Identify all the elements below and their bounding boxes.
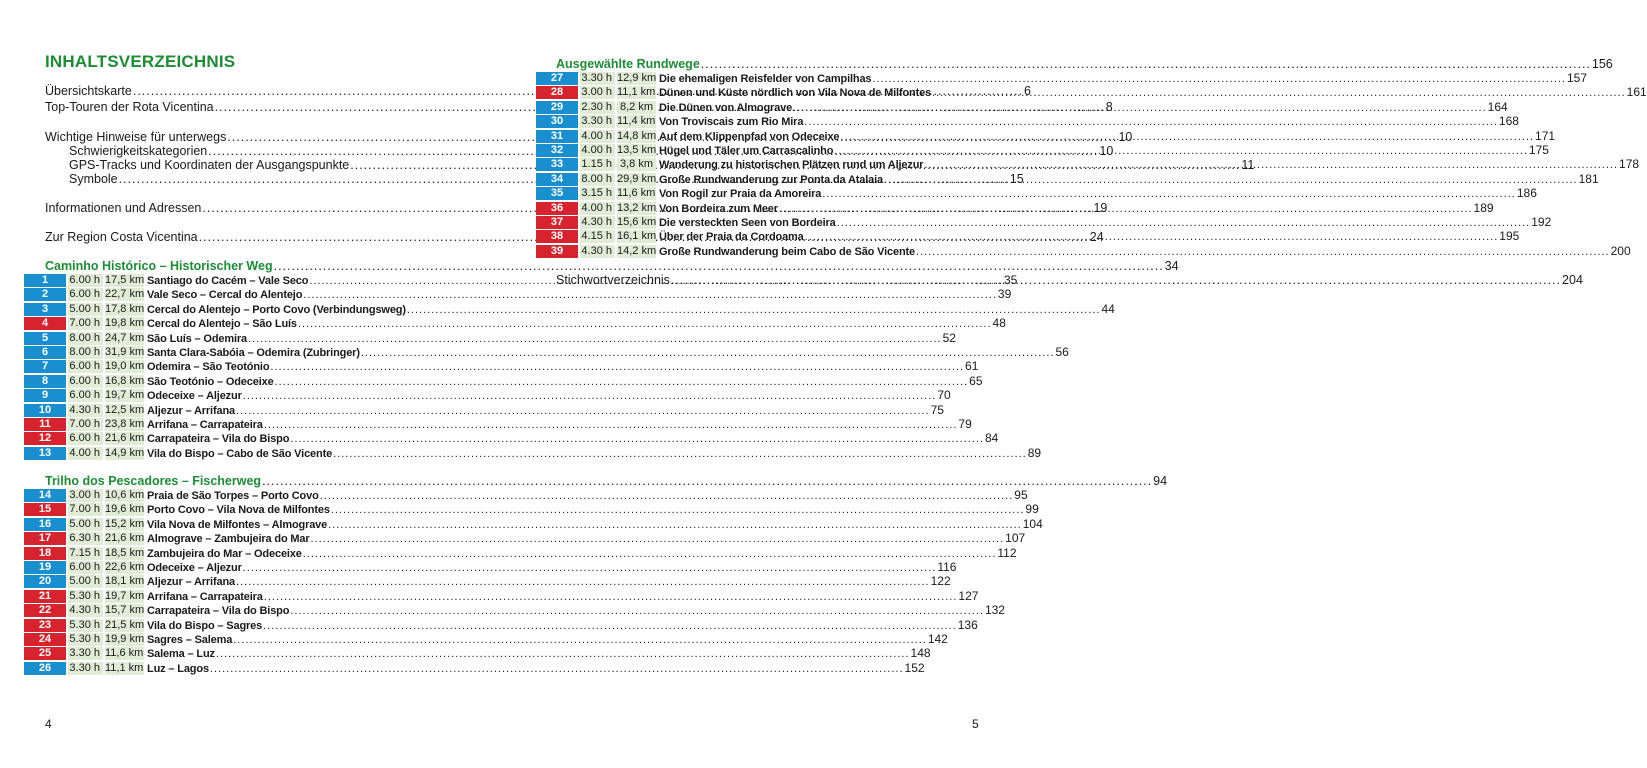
route-row[interactable]	[536, 157, 1640, 172]
route-distance: 17,5 km	[105, 274, 145, 286]
route-name: Carrapateira – Vila do Bispo	[147, 605, 290, 618]
route-row[interactable]	[24, 301, 1115, 316]
route-distance: 18,1 km	[105, 575, 145, 588]
route-distance: 16,1 km	[617, 230, 657, 243]
route-page: 44	[1101, 301, 1115, 316]
route-duration: 8.00 h	[66, 332, 103, 345]
route-duration: 6.00 h	[66, 561, 103, 574]
route-duration: 2.30 h	[578, 101, 615, 114]
route-row[interactable]	[536, 85, 1647, 100]
route-name: Auf dem Klippenpfad von Odeceixe	[659, 130, 840, 143]
route-page: 56	[1055, 345, 1069, 359]
route-name: Vila do Bispo – Sagres	[147, 619, 263, 632]
route-number-badge: 19	[24, 561, 66, 574]
route-number-badge: 24	[24, 633, 66, 646]
route-row[interactable]	[24, 646, 931, 661]
route-duration: 4.30 h	[66, 604, 103, 617]
route-title-line	[659, 245, 1631, 258]
route-distance: 18,5 km	[105, 546, 145, 559]
route-distance: 21,6 km	[105, 532, 145, 545]
route-page: 164	[1487, 99, 1508, 114]
route-duration: 5.00 h	[66, 518, 103, 531]
route-distance: 22,7 km	[105, 288, 145, 301]
route-number-badge: 29	[536, 101, 578, 114]
route-number-badge: 11	[24, 418, 66, 431]
route-title-line	[659, 173, 1599, 186]
route-row[interactable]	[24, 660, 925, 675]
route-title-line	[659, 230, 1519, 243]
route-page: 189	[1473, 200, 1494, 215]
section-heading[interactable]	[45, 259, 1179, 273]
route-distance: 15,2 km	[105, 517, 145, 530]
route-name: Porto Covo – Vila Nova de Milfontes	[147, 504, 330, 517]
route-name: Große Rundwanderung zur Ponta da Atalaia	[659, 173, 884, 186]
route-duration: 5.30 h	[66, 590, 103, 603]
route-duration: 8.00 h	[578, 173, 615, 186]
route-title-line	[659, 187, 1537, 200]
route-distance: 15,6 km	[617, 216, 657, 228]
route-number-badge: 1	[24, 274, 66, 287]
route-duration: 6.30 h	[66, 532, 103, 545]
route-row[interactable]	[24, 488, 1028, 502]
route-distance: 11,6 km	[105, 647, 144, 660]
page-number: 4	[45, 717, 52, 731]
route-number-badge: 14	[24, 489, 66, 502]
route-duration: 5.30 h	[66, 633, 103, 646]
toc-entry-text: Stichwortverzeichnis	[556, 273, 670, 287]
route-row[interactable]	[24, 603, 1005, 618]
route-duration: 3.30 h	[578, 115, 615, 128]
route-row[interactable]	[24, 330, 956, 345]
toc-entry-text: Symbole	[69, 172, 118, 186]
route-duration: 4.00 h	[578, 130, 615, 143]
route-number-badge: 15	[24, 503, 66, 516]
route-number-badge: 22	[24, 604, 66, 617]
route-row[interactable]	[24, 632, 948, 646]
route-page: 70	[937, 388, 951, 403]
route-page: 104	[1022, 516, 1043, 531]
route-duration: 6.00 h	[66, 389, 103, 402]
route-title-line	[659, 202, 1494, 215]
route-name: Arrifana – Carrapateira	[147, 590, 263, 603]
toc-entry-page: 24	[1089, 230, 1104, 244]
dot-leader	[671, 273, 1561, 287]
route-page: 200	[1610, 243, 1631, 258]
route-row[interactable]	[24, 402, 944, 417]
route-name: Vale Seco – Cercal do Alentejo	[147, 289, 303, 302]
route-duration: 4.00 h	[66, 447, 103, 460]
route-name: Salema – Luz	[147, 648, 215, 661]
route-number-badge: 21	[24, 590, 66, 603]
route-page: 195	[1499, 229, 1520, 244]
route-name: Über der Praia da Cordoama	[659, 231, 804, 244]
route-page: 148	[910, 646, 931, 661]
route-page: 61	[965, 359, 979, 374]
route-duration: 3.30 h	[578, 72, 615, 85]
route-distance: 19,9 km	[105, 633, 145, 645]
route-number-badge: 6	[24, 346, 66, 359]
dot-leader	[837, 217, 1531, 230]
route-page: 178	[1619, 157, 1640, 172]
dot-leader	[804, 116, 1498, 129]
route-duration: 7.00 h	[66, 503, 103, 516]
route-duration: 3.30 h	[66, 662, 103, 675]
route-title-line	[659, 101, 1508, 114]
toc-entry-text: Informationen und Adressen	[45, 201, 202, 215]
route-name: Von Rogil zur Praia da Amoreira	[659, 188, 822, 201]
route-duration: 5.00 h	[66, 303, 103, 316]
toc-entry-page: 19	[1093, 201, 1108, 215]
route-page: 181	[1578, 171, 1599, 186]
section-title: Trilho dos Pescadores – Fischerweg	[45, 474, 262, 488]
route-row[interactable]	[24, 431, 999, 446]
route-row[interactable]	[24, 359, 979, 374]
route-page: 39	[997, 287, 1012, 302]
section-page: 34	[1164, 259, 1179, 273]
toc-entry-text: GPS-Tracks und Koordinaten der Ausgangspunkte	[69, 158, 350, 172]
route-name: Santa Clara-Sabóia – Odemira (Zubringer)	[147, 347, 360, 359]
route-number-badge: 17	[24, 532, 66, 545]
route-distance: 14,8 km	[617, 129, 657, 142]
route-number-badge: 27	[536, 72, 578, 85]
route-name: Aljezur – Arrifana	[147, 576, 235, 589]
route-number-badge: 25	[24, 647, 66, 660]
route-name: Santiago do Cacém – Vale Seco	[147, 275, 309, 287]
route-title-line	[659, 144, 1549, 157]
route-row[interactable]	[536, 186, 1537, 201]
toc-entry-page: 6	[1023, 84, 1031, 98]
route-name: Die ehemaligen Reisfelder von Campilhas	[659, 73, 872, 85]
route-number-badge: 39	[536, 245, 578, 258]
route-name: Hügel und Täler um Carrascalinho	[659, 145, 834, 157]
route-page: 52	[942, 330, 956, 345]
route-name: Praia de São Torpes – Porto Covo	[147, 490, 319, 502]
route-distance: 8,2 km	[615, 101, 656, 114]
route-distance: 16,8 km	[105, 374, 145, 387]
route-page: 48	[992, 316, 1006, 331]
toc-entry-text: Wichtige Hinweise für unterwegs	[45, 130, 227, 144]
route-name: São Luís – Odemira	[147, 332, 248, 345]
route-page: 112	[997, 545, 1017, 560]
route-number-badge: 5	[24, 332, 66, 345]
route-duration: 6.00 h	[66, 288, 103, 301]
route-number-badge: 37	[536, 216, 578, 229]
route-page: 152	[904, 660, 925, 675]
route-number-badge: 36	[536, 202, 578, 215]
route-distance: 14,9 km	[105, 446, 145, 459]
route-row[interactable]	[536, 71, 1588, 85]
route-row[interactable]	[24, 516, 1043, 531]
route-title-line	[659, 216, 1551, 229]
route-distance: 11,1 km	[617, 86, 656, 99]
route-number-badge: 2	[24, 288, 66, 301]
route-page: 161	[1626, 85, 1647, 100]
route-name: São Teotónio – Odeceixe	[147, 375, 274, 388]
route-page: 175	[1528, 143, 1549, 157]
route-page: 192	[1531, 215, 1552, 229]
route-row[interactable]	[536, 243, 1631, 258]
route-name: Vila Nova de Milfontes – Almograve	[147, 518, 328, 531]
dot-leader	[805, 231, 1499, 244]
route-duration: 6.00 h	[66, 375, 103, 388]
route-distance: 19,7 km	[105, 389, 145, 402]
route-name: Die Dünen von Almograve	[659, 101, 793, 114]
route-number-badge: 28	[536, 86, 578, 99]
route-distance: 10,6 km	[105, 489, 145, 501]
section-page: 94	[1153, 474, 1168, 488]
route-row[interactable]	[24, 316, 1006, 331]
route-distance: 29,9 km	[617, 172, 657, 185]
route-name: Luz – Lagos	[147, 662, 209, 675]
route-number-badge: 26	[24, 662, 66, 675]
dot-leader	[793, 102, 1487, 115]
route-distance: 15,7 km	[105, 604, 145, 617]
toc-entry-text: Top-Touren der Rota Vicentina	[45, 100, 214, 114]
dot-leader	[822, 188, 1516, 201]
route-page: 142	[927, 632, 948, 646]
route-duration: 4.00 h	[578, 202, 615, 215]
route-row[interactable]	[536, 99, 1508, 114]
route-duration: 7.00 h	[66, 317, 103, 330]
route-duration: 3.00 h	[66, 489, 103, 502]
route-number-badge: 16	[24, 518, 66, 531]
route-row[interactable]	[24, 574, 951, 589]
route-number-badge: 33	[536, 158, 578, 171]
route-name: Die versteckten Seen von Bordeira	[659, 217, 836, 229]
route-row[interactable]	[536, 215, 1552, 229]
route-distance: 3,8 km	[615, 158, 656, 171]
route-duration: 1.15 h	[578, 158, 615, 171]
route-distance: 14,2 km	[617, 244, 657, 257]
route-distance: 19,0 km	[105, 360, 145, 373]
toc-entry-page: 11	[1241, 158, 1255, 172]
route-name: Wanderung zu historischen Plätzen rund um Aljezur	[659, 159, 924, 172]
route-name: Cercal do Alentejo – São Luís	[147, 318, 297, 331]
route-duration: 4.00 h	[578, 144, 615, 157]
route-distance: 19,7 km	[105, 589, 145, 602]
dot-leader	[932, 87, 1626, 100]
route-distance: 23,8 km	[105, 418, 145, 430]
route-page: 84	[984, 431, 999, 446]
toc-entry-text: Zur Region Costa Vicentina	[45, 230, 198, 244]
route-row[interactable]	[536, 114, 1519, 129]
toc-entry-page: 10	[1118, 130, 1133, 144]
route-number-badge: 20	[24, 575, 66, 588]
route-row[interactable]	[24, 545, 1017, 560]
route-distance: 31,9 km	[105, 346, 145, 358]
route-row[interactable]	[24, 617, 978, 632]
toc-entry-page: 8	[1105, 100, 1113, 114]
route-duration: 5.00 h	[66, 575, 103, 588]
route-distance: 13,5 km	[617, 144, 657, 156]
route-number-badge: 23	[24, 619, 66, 632]
route-distance: 21,5 km	[105, 618, 145, 631]
route-number-badge: 7	[24, 360, 66, 373]
section-title: Caminho Histórico – Historischer Weg	[45, 259, 273, 273]
route-number-badge: 3	[24, 303, 66, 316]
route-row[interactable]	[24, 417, 972, 431]
route-title-line	[659, 72, 1587, 85]
route-duration: 3.00 h	[578, 86, 615, 99]
route-name: Zambujeira do Mar – Odeceixe	[147, 547, 302, 560]
route-duration: 6.00 h	[66, 360, 103, 373]
route-distance: 11,1 km	[105, 661, 144, 674]
route-duration: 7.00 h	[66, 418, 103, 431]
route-number-badge: 30	[536, 115, 578, 128]
dot-leader	[840, 131, 1534, 144]
route-row[interactable]	[24, 445, 1042, 460]
route-page: 116	[937, 560, 957, 574]
route-row[interactable]	[24, 531, 1026, 546]
route-name: Von Troviscais zum Rio Mira	[659, 116, 804, 129]
route-page: 79	[958, 417, 972, 431]
route-number-badge: 4	[24, 317, 66, 330]
route-page: 35	[1003, 273, 1018, 287]
route-duration: 5.30 h	[66, 619, 103, 632]
route-page: 157	[1567, 71, 1588, 85]
route-page: 132	[984, 603, 1005, 618]
toc-title: INHALTSVERZEICHNIS	[45, 52, 236, 71]
section-title: Ausgewählte Rundwege	[556, 57, 700, 71]
route-name: Odeceixe – Aljezur	[147, 562, 242, 574]
route-name: Almograve – Zambujeira do Mar	[147, 533, 310, 546]
route-number-badge: 12	[24, 432, 66, 445]
dot-leader	[872, 73, 1566, 86]
route-page: 75	[930, 402, 944, 417]
route-duration: 3.15 h	[578, 187, 615, 200]
route-duration: 8.00 h	[66, 346, 103, 359]
page-number: 5	[972, 717, 979, 731]
route-row[interactable]	[24, 388, 951, 403]
route-name: Vila do Bispo – Cabo de São Vicente	[147, 447, 333, 460]
route-page: 122	[930, 574, 951, 589]
route-number-badge: 38	[536, 230, 578, 243]
route-page: 136	[957, 617, 978, 632]
section-page: 156	[1591, 57, 1613, 71]
dot-leader	[701, 57, 1591, 71]
toc-entry-page: 204	[1562, 273, 1583, 287]
toc-entry-text: Schwierigkeitskategorien	[69, 144, 208, 158]
route-page: 65	[969, 373, 983, 388]
route-row[interactable]	[24, 373, 983, 388]
route-distance: 11,6 km	[617, 187, 656, 200]
route-number-badge: 31	[536, 130, 578, 143]
dot-leader	[924, 159, 1618, 172]
route-name: Carrapateira – Vila do Bispo	[147, 433, 290, 446]
toc-entry-text: Übersichtskarte	[45, 84, 132, 98]
route-page: 89	[1027, 445, 1042, 460]
route-distance: 17,8 km	[105, 302, 145, 315]
route-row[interactable]	[24, 345, 1069, 359]
route-distance: 12,9 km	[617, 72, 657, 84]
route-distance: 21,6 km	[105, 432, 145, 445]
route-name: Dünen und Küste nördlich von Vila Nova de Milfontes	[659, 87, 932, 100]
route-row[interactable]	[24, 287, 1012, 302]
route-name: Große Rundwanderung beim Cabo de São Vicente	[659, 245, 916, 258]
route-distance: 11,4 km	[617, 115, 656, 128]
route-row[interactable]	[24, 560, 957, 574]
section-heading[interactable]	[45, 474, 1168, 488]
route-distance: 22,6 km	[105, 561, 145, 573]
route-distance: 19,8 km	[105, 317, 145, 330]
dot-leader	[779, 203, 1473, 216]
route-page: 99	[1025, 502, 1039, 517]
toc-entry-page: 15	[1009, 172, 1024, 186]
route-distance: 12,5 km	[105, 403, 145, 416]
route-name: Odemira – São Teotónio	[147, 361, 270, 374]
route-title-line	[659, 115, 1519, 128]
dot-leader	[916, 246, 1610, 259]
route-duration: 6.00 h	[66, 432, 103, 445]
route-duration: 4.30 h	[66, 404, 103, 417]
route-page: 171	[1535, 128, 1556, 143]
route-title-line	[659, 158, 1639, 171]
route-duration: 4.15 h	[578, 230, 615, 243]
route-distance: 13,2 km	[617, 201, 657, 214]
dot-leader	[884, 174, 1578, 187]
route-title-line	[659, 130, 1555, 143]
route-duration: 4.30 h	[578, 245, 615, 258]
route-duration: 6.00 h	[66, 274, 103, 287]
dot-leader	[834, 145, 1528, 158]
route-page: 168	[1498, 114, 1519, 129]
route-row[interactable]	[24, 502, 1039, 517]
route-duration: 4.30 h	[578, 216, 615, 229]
route-name: Cercal do Alentejo – Porto Covo (Verbindungsweg)	[147, 303, 406, 316]
route-distance: 19,6 km	[105, 503, 145, 516]
route-name: Von Bordeira zum Meer	[659, 202, 778, 215]
route-number-badge: 8	[24, 375, 66, 388]
route-number-badge: 34	[536, 173, 578, 186]
route-number-badge: 18	[24, 547, 66, 560]
route-name: Sagres – Salema	[147, 634, 233, 646]
section-heading[interactable]	[556, 57, 1613, 71]
route-page: 127	[958, 588, 979, 603]
route-distance: 24,7 km	[105, 331, 145, 344]
route-number-badge: 13	[24, 447, 66, 460]
route-number-badge: 35	[536, 187, 578, 200]
route-duration: 7.15 h	[66, 547, 103, 560]
route-page: 107	[1005, 531, 1026, 546]
route-name: Aljezur – Arrifana	[147, 404, 235, 417]
route-name: Odeceixe – Aljezur	[147, 390, 242, 403]
route-duration: 3.30 h	[66, 647, 103, 660]
route-row[interactable]	[24, 588, 979, 603]
route-title-line	[659, 86, 1647, 99]
route-number-badge: 10	[24, 404, 66, 417]
route-name: Arrifana – Carrapateira	[147, 419, 263, 431]
route-number-badge: 32	[536, 144, 578, 157]
route-page: 95	[1014, 488, 1028, 502]
route-number-badge: 9	[24, 389, 66, 402]
route-page: 186	[1516, 186, 1537, 201]
toc-entry-page: 10	[1099, 144, 1114, 158]
